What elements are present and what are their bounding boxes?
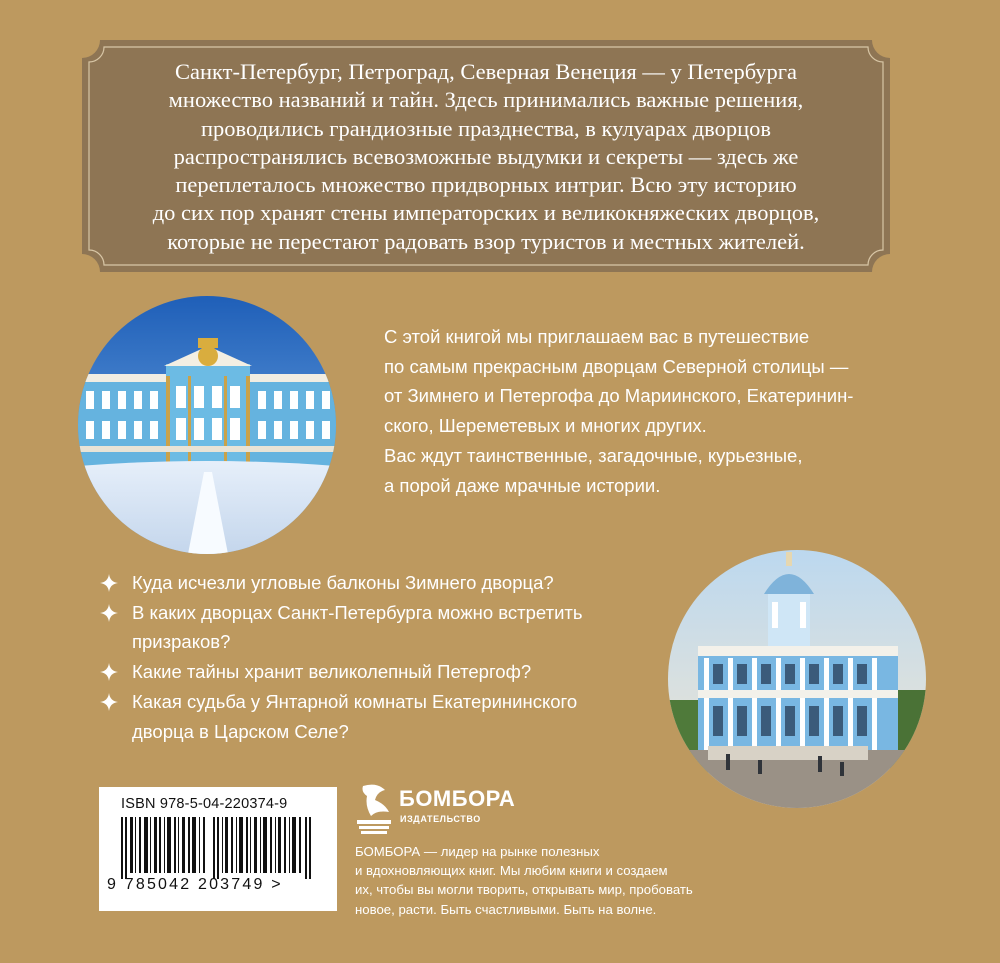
pavilion-photo: [668, 550, 926, 808]
star-bullet-icon: [100, 693, 118, 711]
bombora-logo: [355, 780, 555, 836]
intro-text: [112, 58, 860, 256]
question-line: В каких дворцах Санкт-Петербурга можно встретить: [132, 601, 583, 623]
question-item: [100, 568, 583, 598]
star-bullet-icon: [100, 604, 118, 622]
intro-box: [82, 40, 890, 272]
star-bullet-icon: [100, 663, 118, 681]
question-line: дворца в Царском Селе?: [132, 720, 349, 742]
publisher-line: БОМБОРА — лидер на рынке полезных: [355, 844, 600, 859]
description-line: по самым прекрасным дворцам Северной столицы —: [384, 355, 849, 377]
question-line: Куда исчезли угловые балконы Зимнего дворца?: [132, 572, 554, 593]
description-line: а порой даже мрачные истории.: [384, 474, 661, 496]
description-line: ского, Шереметевых и многих других.: [384, 415, 707, 437]
question-line: призраков?: [132, 631, 231, 653]
question-item: [100, 598, 583, 657]
description-line: С этой книгой мы приглашаем вас в путешествие: [384, 326, 810, 347]
publisher-description: [355, 842, 693, 919]
question-line: Какая судьба у Янтарной комнаты Екатерининского: [132, 690, 578, 712]
logo-title: БОМБОРА: [399, 786, 516, 811]
intro-line: множество названий и тайн. Здесь принимались важные решения,: [168, 87, 804, 113]
question-list: [100, 568, 583, 746]
description-text: [384, 322, 853, 500]
logo-subtitle: ИЗДАТЕЛЬСТВО: [400, 814, 481, 824]
question-line: Какие тайны хранит великолепный Петергоф?: [132, 661, 532, 683]
publisher-line: и вдохновляющих книг. Мы любим книги и создаем: [355, 863, 668, 879]
intro-line: до сих пор хранят стены императорских и великокняжеских дворцов,: [152, 200, 820, 226]
intro-line: проводились грандиозные празднества, в кулуарах дворцов: [200, 115, 772, 141]
description-line: Вас ждут таинственные, загадочные, курьезные,: [384, 444, 803, 466]
intro-line: переплеталось множество придворных интриг. Всю эту историю: [175, 172, 797, 198]
barcode-box: [99, 787, 337, 911]
publisher-line: новое, расти. Быть счастливыми. Быть на волне.: [355, 901, 657, 917]
publisher-line: их, чтобы вы могли творить, открывать мир, пробовать: [355, 882, 693, 898]
intro-line: распространялись всевозможные выдумки и секреты — здесь же: [173, 143, 799, 169]
isbn-label: ISBN 978-5-04-220374-9: [121, 796, 288, 812]
barcode-icon: [121, 817, 317, 879]
question-item: [100, 657, 583, 687]
barcode-digits: 9 785042 203749 >: [107, 876, 283, 893]
catherine-palace-photo: [78, 296, 336, 554]
intro-line: которые не перестают радовать взор туристов и местных жителей.: [167, 228, 805, 254]
question-item: [100, 687, 583, 746]
description-line: от Зимнего и Петергофа до Мариинского, Екатеринин-: [384, 385, 854, 407]
star-bullet-icon: [100, 574, 118, 592]
intro-line: Санкт-Петербург, Петроград, Северная Венеция — у Петербурга: [174, 59, 798, 84]
bombora-logo-icon: [355, 782, 395, 834]
